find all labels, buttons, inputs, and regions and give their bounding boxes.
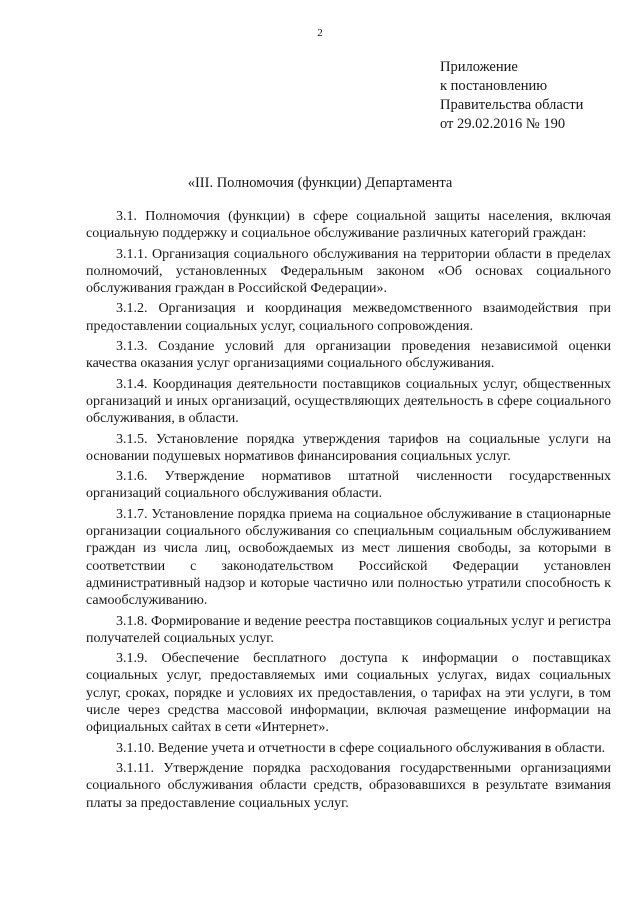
annex-date-number: от 29.02.2016 № 190 — [440, 116, 566, 132]
document-body — [86, 208, 611, 815]
paragraph-3-1-2: 3.1.2. Организация и координация межведомственного взаимодействия при предоставлении социальных услуг, социального сопровождения. — [86, 301, 611, 334]
paragraph-3-1-9: 3.1.9. Обеспечение бесплатного доступа к информации о поставщиках социальных услуг, предоставляемых ими социальных услугах, видах социальных услуг, сроках, порядке и условиях их предоставления, о тарифах на эти услуги, в том числе через средства массовой информации, включая размещение информации на официальных сайтах в сети «Интернет». — [86, 651, 611, 736]
paragraph-3-1-1: 3.1.1. Организация социального обслуживания на территории области в пределах полномочий, установленных Федеральным законом «Об основах социального обслуживания граждан в Российской Федерации». — [86, 246, 611, 297]
paragraph-3-1-10: 3.1.10. Ведение учета и отчетности в сфере социального обслуживания в области. — [116, 740, 606, 756]
annex-block — [440, 58, 583, 134]
annex-line: к постановлению — [440, 78, 548, 94]
paragraph-3-1-7: 3.1.7. Установление порядка приема на социальное обслуживание в стационарные организации социального обслуживания со специальным социальным обслуживанием граждан из числа лиц, освобождаемых из мест лишения свободы, за которыми в соответствии с законодательством Российской Федерации установлен административный надзор и которые частично или полностью утратили способность к самообслуживанию. — [86, 506, 611, 609]
paragraph-3-1: 3.1. Полномочия (функции) в сфере социальной защиты населения, включая социальную поддержку и социальное обслуживание различных категорий граждан: — [86, 209, 611, 242]
paragraph-3-1-6: 3.1.6. Утверждение нормативов штатной численности государственных организаций социального обслуживания области. — [86, 469, 611, 502]
paragraph-3-1-3: 3.1.3. Создание условий для организации проведения независимой оценки качества оказания услуг организациями социального обслуживания. — [86, 339, 611, 372]
section-title: «III. Полномочия (функции) Департамента — [187, 175, 453, 191]
paragraph-3-1-11: 3.1.11. Утверждение порядка расходования государственными организациями социального обслуживания области средств, образовавшихся в результате взимания платы за предоставление социальных услуг. — [86, 760, 611, 811]
annex-title: Приложение — [440, 59, 518, 75]
paragraph-3-1-5: 3.1.5. Установление порядка утверждения тарифов на социальные услуги на основании подушевых нормативов финансирования социальных услуг. — [86, 431, 611, 464]
paragraph-3-1-8: 3.1.8. Формирование и ведение реестра поставщиков социальных услуг и регистра получателей социальных услуг. — [86, 613, 611, 646]
paragraph-3-1-4: 3.1.4. Координация деятельности поставщиков социальных услуг, общественных организаций и иных организаций, осуществляющих деятельность в сфере социального обслуживания, в области. — [86, 376, 611, 427]
annex-line: Правительства области — [440, 97, 584, 113]
page-number: 2 — [317, 27, 323, 39]
